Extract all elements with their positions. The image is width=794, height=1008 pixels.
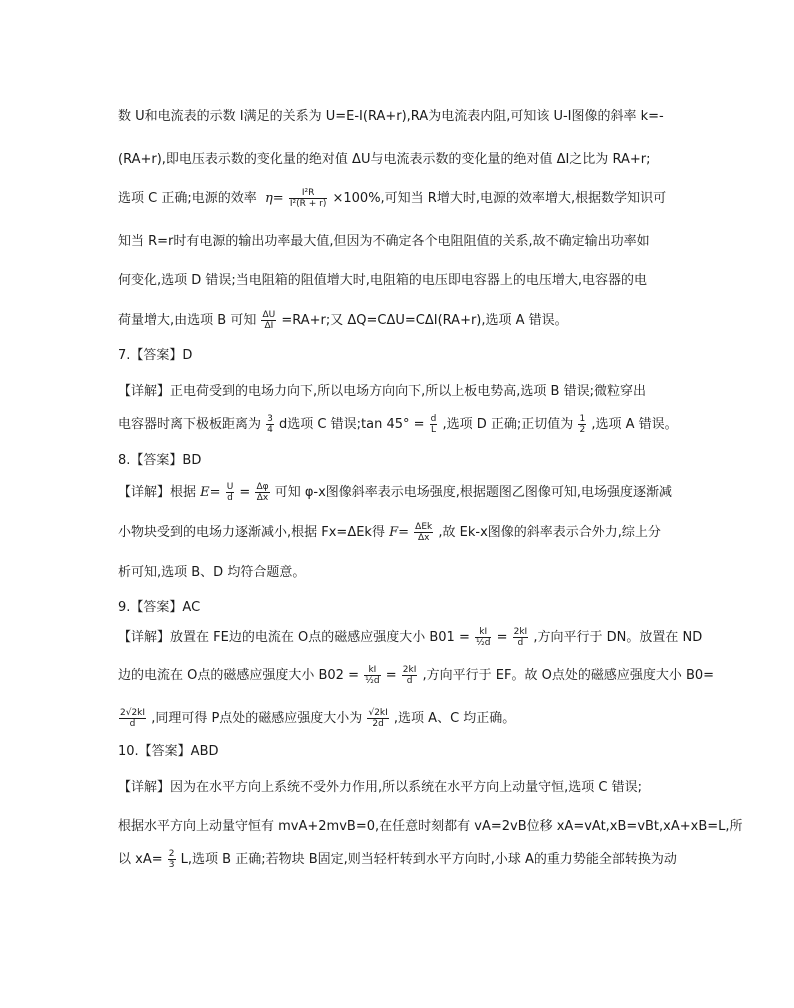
formula-f: F= (389, 525, 410, 540)
fraction-denominator: d (406, 676, 413, 686)
text-segment: ,同理可得 P点处的磁感应强度大小为 (151, 711, 363, 726)
fraction-denominator: ½d (365, 676, 380, 686)
text-line-4: 知当 R=r时有电源的输出功率最大值,但因为不确定各个电阻阻值的关系,故不确定输出功率如 (118, 234, 650, 249)
fraction-numerator: I²R (289, 188, 328, 199)
text-line-13: 析可知,选项 B、D 均符合题意。 (118, 565, 306, 580)
fraction-three-quarters (266, 414, 274, 435)
text-line-18: 【详解】因为在水平方向上系统不受外力作用,所以系统在水平方向上动量守恒,选项 C 错误; (118, 780, 642, 795)
formula-eta: η= (265, 191, 284, 206)
formula-e: E= (200, 485, 221, 500)
text-segment: 以 xA= (118, 852, 163, 867)
text-segment: ,方向平行于 DN。放置在 ND (533, 630, 703, 645)
fraction-numerator: Δφ (256, 482, 269, 492)
text-segment: ,故 Ek-x图像的斜率表示合外力,综上分 (438, 525, 661, 540)
text-segment: 小物块受到的电场力逐渐减小,根据 Fx=ΔEk得 (118, 525, 385, 540)
text-segment: 荷量增大,由选项 B 可知 (118, 313, 257, 328)
fraction-denominator: L (431, 425, 437, 435)
equals-sign: = (385, 668, 397, 683)
fraction-du-di (261, 310, 276, 331)
fraction-denominator: d (517, 638, 524, 648)
text-segment: L,选项 B 正确;若物块 B固定,则当轻杆转到水平方向时,小球 A的重力势能全部转换为动 (180, 852, 677, 867)
fraction-denominator: I²(R + r) (289, 199, 327, 209)
fraction-2root2ki-d (119, 708, 146, 729)
text-segment: =RA+r;又 ΔQ=CΔU=CΔI(RA+r),选项 A 错误。 (281, 313, 568, 328)
text-line-6 (118, 310, 694, 331)
fraction-denominator: 2d (372, 719, 384, 729)
text-segment: 【详解】根据 (118, 485, 197, 500)
fraction-ki-half-d (475, 627, 491, 648)
text-line-1: 数 U和电流表的示数 I满足的关系为 U=E-I(RA+r),RA为电流表内阻,可知该 U-I图像的斜率 k=- (118, 109, 664, 124)
fraction-2ki-d (402, 665, 418, 686)
text-line-8: 【详解】正电荷受到的电场力向下,所以电场方向向下,所以上板电势高,选项 B 错误;微粒穿出 (118, 384, 646, 399)
fraction-u-over-d (226, 482, 235, 503)
fraction-root2ki-2d (367, 708, 388, 729)
fraction-denominator: d (227, 493, 233, 503)
fraction-numerator: ΔEk (415, 522, 433, 532)
equals-sign: = (348, 668, 360, 683)
fraction-numerator: 2 (168, 849, 175, 859)
fraction-numerator: kI (475, 627, 491, 638)
fraction-2ki-d (513, 627, 529, 648)
text-line-3 (118, 188, 694, 209)
text-segment: 选项 C 正确;电源的效率 (118, 191, 257, 206)
text-segment: ,方向平行于 EF。故 O点处的磁感应强度大小 B0= (422, 668, 715, 683)
fraction-efficiency (289, 188, 328, 209)
fraction-d-over-l (430, 414, 438, 435)
text-segment: ,选项 A 错误。 (591, 417, 678, 432)
text-line-2: (RA+r),即电压表示数的变化量的绝对值 ΔU与电流表示数的变化量的绝对值 ΔI之比为 RA+r; (118, 152, 651, 167)
text-line-12 (118, 522, 694, 543)
text-line-11 (118, 482, 694, 503)
fraction-numerator: d (430, 414, 437, 424)
answer-heading-7: 7.【答案】D (118, 348, 193, 363)
fraction-two-thirds (168, 849, 176, 870)
text-line-17 (118, 708, 694, 729)
fraction-denominator: 4 (267, 425, 273, 435)
fraction-denominator: 2 (579, 425, 586, 435)
text-segment: 【详解】放置在 FE边的电流在 O点的磁感应强度大小 B01 (118, 630, 455, 645)
fraction-ki-half-d (364, 665, 380, 686)
text-line-19: 根据水平方向上动量守恒有 mvA+2mvB=0,在任意时刻都有 vA=2vB位移 xA=vAt,xB=vBt,xA+xB=L,所 (118, 819, 743, 834)
answer-heading-8: 8.【答案】BD (118, 453, 202, 468)
fraction-numerator: kI (364, 665, 380, 676)
fraction-numerator: 1 (579, 414, 586, 424)
fraction-numerator: 2kI (513, 627, 528, 637)
answer-heading-10: 10.【答案】ABD (118, 744, 219, 759)
fraction-one-half (578, 414, 586, 435)
fraction-denominator: Δx (256, 493, 269, 503)
equals-sign: = (458, 630, 470, 645)
equals-sign: = (239, 485, 251, 500)
fraction-denominator: d (129, 719, 136, 729)
fraction-denominator: ΔI (264, 321, 274, 331)
fraction-dphi-dx (255, 482, 269, 503)
text-segment: d选项 C 错误;tan 45° = (279, 417, 425, 432)
text-segment: ,选项 A、C 均正确。 (393, 711, 516, 726)
text-line-16 (118, 665, 715, 686)
answer-heading-9: 9.【答案】AC (118, 600, 201, 615)
text-segment: 边的电流在 O点的磁感应强度大小 B02 (118, 668, 344, 683)
text-segment: ,选项 D 正确;正切值为 (442, 417, 574, 432)
fraction-numerator: 2kI (402, 665, 417, 675)
fraction-numerator: ΔU (262, 310, 276, 320)
fraction-denominator: ½d (475, 638, 491, 648)
text-line-9 (118, 414, 694, 435)
fraction-numerator: 2√2kI (120, 708, 146, 718)
text-segment: 可知 φ-x图像斜率表示电场强度,根据题图乙图像可知,电场强度逐渐减 (274, 485, 673, 500)
text-line-20 (118, 849, 694, 870)
fraction-denominator: Δx (417, 533, 430, 543)
fraction-numerator: U (226, 482, 234, 492)
text-segment: 电容器时离下极板距离为 (118, 417, 262, 432)
text-line-15 (118, 627, 703, 648)
text-line-5: 何变化,选项 D 错误;当电阻箱的阻值增大时,电阻箱的电压即电容器上的电压增大,电容器的电 (118, 273, 648, 288)
fraction-dek-dx (414, 522, 433, 543)
equals-sign: = (496, 630, 508, 645)
text-segment: ×100%,可知当 R增大时,电源的效率增大,根据数学知识可 (332, 191, 667, 206)
fraction-denominator: 3 (168, 860, 175, 870)
fraction-numerator: √2kI (368, 708, 388, 718)
fraction-numerator: 3 (267, 414, 273, 424)
